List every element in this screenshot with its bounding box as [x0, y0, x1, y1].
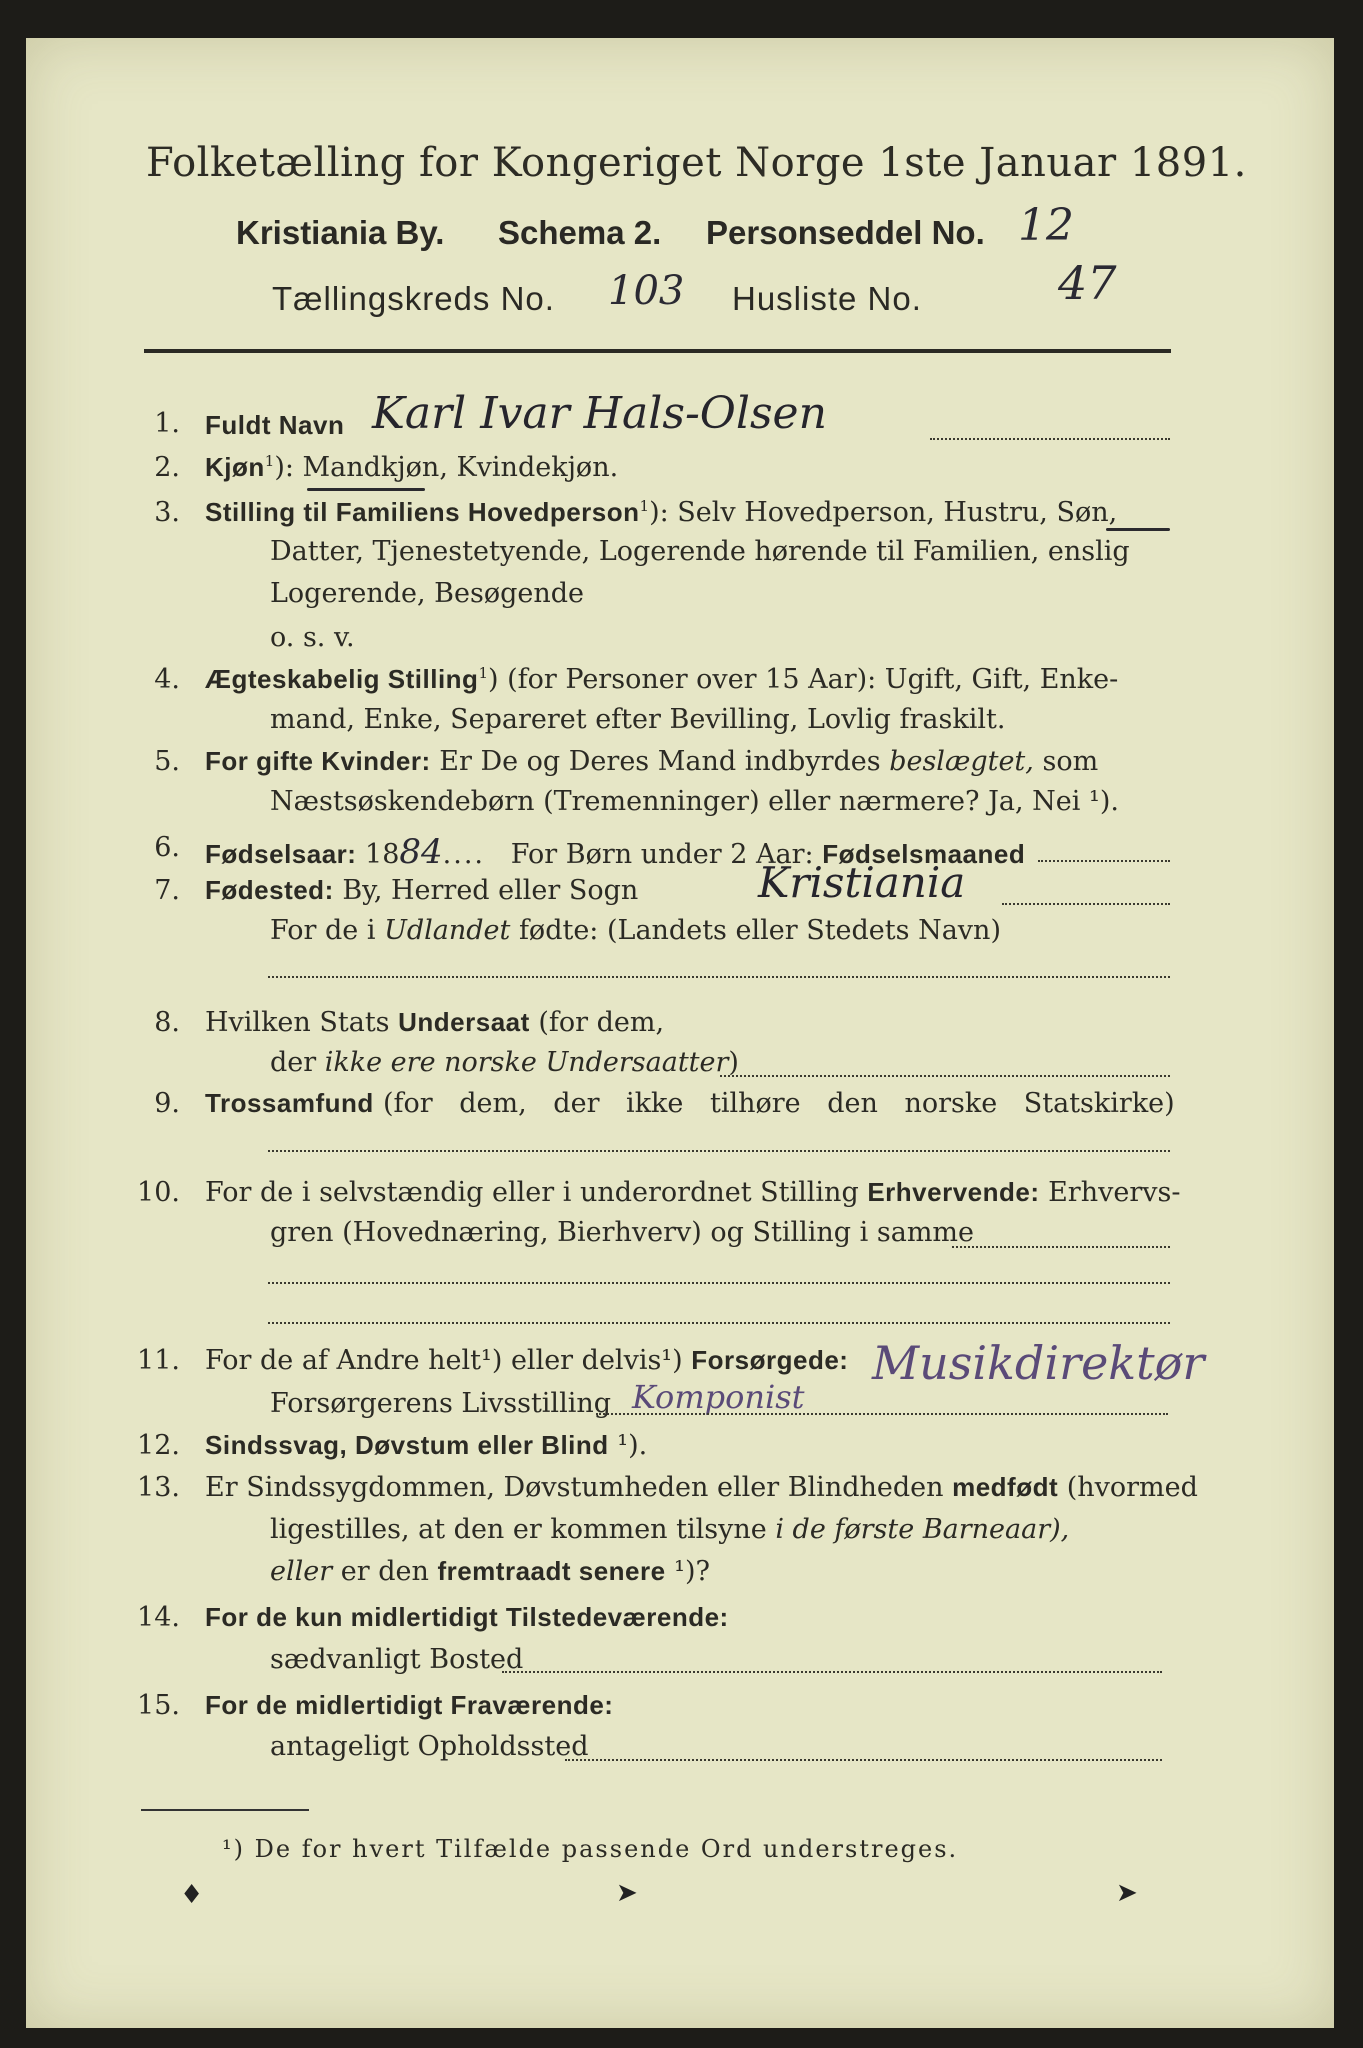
q13-label: medfødt: [952, 1472, 1059, 1502]
q3-label: Stilling til Familiens Hovedperson: [205, 497, 640, 527]
q5-label: For gifte Kvinder:: [205, 746, 431, 776]
q2-line: [205, 452, 618, 484]
q6-year-prefix: 18: [365, 839, 400, 870]
q7-number: 7.: [154, 875, 180, 906]
schema-label: Schema 2.: [498, 214, 662, 251]
q12-end: ¹).: [608, 1430, 648, 1461]
q14-number: 14.: [137, 1602, 180, 1633]
q2-footnote-ref: 1: [264, 452, 275, 470]
q6-infant-text: For Børn under 2 Aar:: [510, 839, 814, 870]
q4-line2: mand, Enke, Separeret efter Bevilling, Lovlig fraskilt.: [270, 704, 1006, 735]
q8-number: 8.: [154, 1007, 180, 1038]
q4-line1: [205, 664, 1118, 696]
q9-text: (for dem, der ikke tilhøre den norske Statskirke): [383, 1088, 1175, 1119]
kreds-label: Tællingskreds No.: [272, 280, 555, 317]
q15-number: 15.: [137, 1690, 180, 1721]
q5-line1: [205, 746, 1098, 778]
printer-mark-left: ♦: [180, 1880, 204, 1910]
q13-line1: [205, 1472, 1198, 1504]
q11-fill-line: [596, 1413, 1168, 1415]
q7-fill-line: [1002, 903, 1170, 905]
q11-label: Forsørgede:: [691, 1345, 849, 1375]
q10-label: Erhvervende:: [867, 1177, 1040, 1207]
q10-fill-line-2: [268, 1282, 1170, 1284]
q7-answer-birthplace: Kristiania: [758, 858, 966, 907]
q13-text-d: er den: [332, 1556, 438, 1587]
q11-line2: Forsørgerens Livsstilling: [270, 1388, 612, 1419]
q9-fill-line: [268, 1150, 1170, 1152]
q7-abroad-italic: Udlandet: [384, 915, 511, 946]
q8-line2: [270, 1047, 739, 1079]
q14-line2: sædvanligt Bosted: [270, 1644, 524, 1675]
q10-line2: gren (Hovednæring, Bierhverv) og Stilling i samme: [270, 1217, 975, 1248]
q15-fill-line: [565, 1759, 1162, 1761]
q6-month-label: Fødselsmaaned: [822, 839, 1026, 869]
q1-answer-name: Karl Ivar Hals-Olsen: [372, 388, 827, 439]
q13-text-c: ligestilles, at den er kommen tilsyne: [270, 1514, 776, 1545]
personseddel-label: Personseddel No.: [706, 214, 985, 251]
q8-label: Undersaat: [398, 1007, 530, 1037]
q6-number: 6.: [154, 832, 180, 863]
q13-text-e: ¹)?: [665, 1556, 711, 1587]
q9-number: 9.: [154, 1088, 180, 1119]
q14-fill-line: [502, 1671, 1162, 1673]
q3-line4: o. s. v.: [270, 622, 355, 653]
q10-fill-line-3: [268, 1322, 1170, 1324]
q8-line1: [205, 1007, 664, 1039]
printer-mark-center: ➤: [616, 1878, 638, 1908]
q13-text-italic: i de første Barneaar),: [775, 1514, 1070, 1545]
q7-abroad-fill-line: [268, 976, 1170, 978]
q8-text-d: ): [728, 1047, 739, 1078]
q6-label: Fødselsaar:: [205, 839, 357, 869]
q10-fill-line-1: [952, 1246, 1170, 1248]
q10-text-b: Erhvervs-: [1039, 1177, 1181, 1208]
q3-line3: Logerende, Besøgende: [270, 578, 584, 609]
footnote-divider: [141, 1809, 309, 1811]
q4-number: 4.: [154, 664, 180, 695]
q15-line2: antageligt Opholdssted: [270, 1731, 589, 1762]
q10-text-a: For de i selvstændig eller i underordnet Stilling: [205, 1177, 868, 1208]
q2-underline-mark: [307, 488, 425, 491]
q7-label: Fødested:: [205, 875, 334, 905]
q1-label: Fuldt Navn: [205, 410, 345, 440]
q3-footnote-ref: 1: [639, 497, 650, 515]
q2-option-mandkjon: Mandkjøn: [302, 452, 440, 483]
q13-label-2: fremtraadt senere: [437, 1556, 666, 1586]
q11-line1: [205, 1345, 848, 1377]
q14-label: For de kun midlertidigt Tilstedeværende:: [205, 1602, 729, 1632]
q5-line2: Næstsøskendebørn (Tremenninger) eller nærmere? Ja, Nei ¹).: [270, 786, 1119, 817]
husliste-label: Husliste No.: [732, 280, 922, 317]
q5-text-italic: beslægtet,: [889, 746, 1034, 777]
q8-text-c: der: [270, 1047, 325, 1078]
q13-number: 13.: [137, 1472, 180, 1503]
q2-label: Kjøn: [205, 452, 265, 482]
q3-option-son: Søn,: [1056, 497, 1118, 528]
printer-mark-right: ➤: [1116, 1878, 1138, 1908]
q2-number: 2.: [154, 452, 180, 483]
q10-line1: [205, 1177, 1180, 1209]
q6-year-handwritten: 84: [399, 832, 443, 872]
q8-text-b: (for dem,: [529, 1007, 665, 1038]
q11-answer-struck: Komponist: [632, 1378, 805, 1416]
personseddel-number: 12: [1018, 200, 1074, 251]
q7-abroad-b: fødte: (Landets eller Stedets Navn): [510, 915, 1001, 946]
q8-fill-line: [720, 1075, 1170, 1077]
q1-number: 1.: [154, 408, 180, 439]
q3-number: 3.: [154, 497, 180, 528]
q4-footnote-ref: 1: [478, 664, 488, 682]
q12-line: [205, 1430, 647, 1462]
q6-fill-line: [1038, 860, 1170, 862]
q13-text-b: (hvormed: [1058, 1472, 1198, 1503]
q8-text-italic: ikke ere norske Undersaatter: [324, 1047, 729, 1078]
q3-line2: Datter, Tjenestetyende, Logerende hørende til Familien, enslig: [270, 536, 1130, 567]
q10-number: 10.: [137, 1177, 180, 1208]
husliste-number: 47: [1058, 256, 1117, 310]
q7-text: By, Herred eller Sogn: [333, 875, 639, 906]
q2-option-kvindekjon: , Kvindekjøn.: [439, 452, 619, 483]
q12-label: Sindssvag, Døvstum eller Blind: [205, 1430, 609, 1460]
q7-abroad-a: For de i: [270, 915, 385, 946]
q15-label: For de midlertidigt Fraværende:: [205, 1690, 614, 1720]
q8-text-a: Hvilken Stats: [205, 1007, 399, 1038]
q7-line2: [270, 915, 1001, 947]
q7-line1: [205, 875, 638, 907]
form-title: Folketælling for Kongeriget Norge 1ste Januar 1891.: [146, 140, 1247, 186]
q2-sep: ):: [274, 452, 303, 483]
q3-line1: [205, 497, 1117, 529]
header-divider: [144, 349, 1171, 353]
footnote: ¹) De for hvert Tilfælde passende Ord understreges.: [222, 1835, 959, 1863]
q9-label: Trossamfund: [205, 1088, 374, 1118]
q5-text-end: som: [1033, 746, 1099, 777]
q3-options-a: ): Selv Hovedperson, Hustru,: [649, 497, 1057, 528]
q13-text-a: Er Sindssygdommen, Døvstumheden eller Blindheden: [205, 1472, 953, 1503]
q11-text-a: For de af Andre helt¹) eller delvis¹): [205, 1345, 692, 1376]
q5-text-a: Er De og Deres Mand indbyrdes: [430, 746, 890, 777]
q4-label: Ægteskabelig Stilling: [205, 664, 479, 694]
q3-underline-mark: [1106, 528, 1170, 531]
city-label: Kristiania By.: [236, 214, 445, 251]
q13-line3: [270, 1556, 710, 1588]
q13-text-eller: eller: [270, 1556, 333, 1587]
q5-number: 5.: [154, 746, 180, 777]
q11-answer-occupation: Musikdirektør: [872, 1336, 1205, 1390]
q6-line: Fødselsaar: 1884.... For Børn under 2 Aar: Fødselsmaaned: [205, 832, 1026, 872]
q11-number: 11.: [137, 1345, 180, 1376]
q4-options-a: ) (for Personer over 15 Aar): Ugift, Gift, Enke-: [487, 664, 1119, 695]
kreds-number: 103: [608, 268, 685, 314]
q12-number: 12.: [137, 1430, 180, 1461]
q1-fill-line: [930, 438, 1170, 440]
q13-line2: [270, 1514, 1069, 1546]
